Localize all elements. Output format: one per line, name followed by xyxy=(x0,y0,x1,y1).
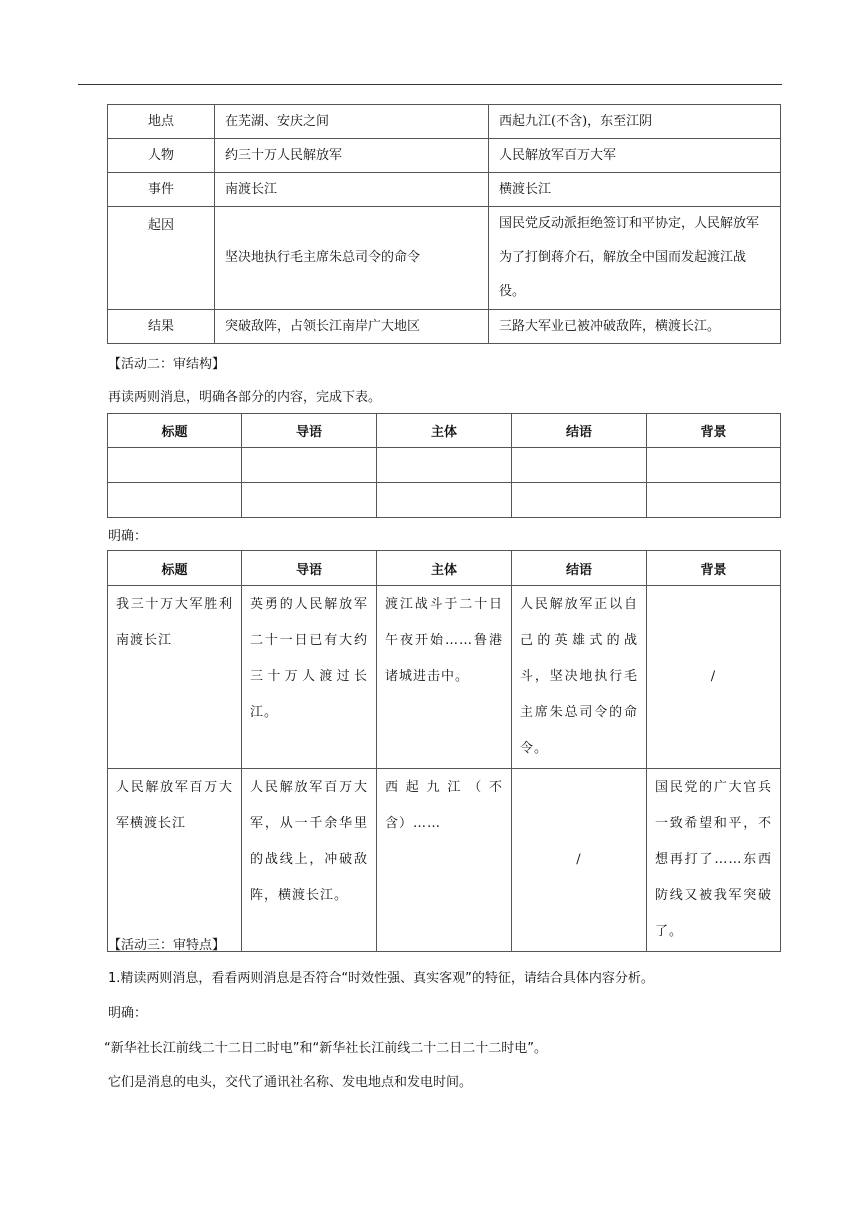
header-rule xyxy=(78,84,782,85)
table-row xyxy=(108,448,781,483)
cell-news1: 坚决地执行毛主席朱总司令的命令 xyxy=(215,207,489,310)
blank-cell[interactable] xyxy=(512,483,647,518)
header-body: 主体 xyxy=(377,414,512,448)
blank-cell[interactable] xyxy=(242,483,377,518)
blank-cell[interactable] xyxy=(512,448,647,483)
activity2-instruction: 再读两则消息，明确各部分的内容，完成下表。 xyxy=(108,390,382,405)
blank-cell[interactable] xyxy=(647,448,781,483)
cell-news2: 人民解放军百万大军 xyxy=(489,139,781,173)
table-header-row xyxy=(108,551,781,586)
answer-structure-table xyxy=(107,550,781,952)
clarify-label: 明确： xyxy=(108,1006,148,1021)
answer-line: “新华社长江前线二十二日二时电”和“新华社长江前线二十二日二十二时电”。 xyxy=(104,1041,547,1056)
cell-lead: 英勇的人民解放军二十一日已有大约三十万人渡过长江。 xyxy=(242,586,377,769)
blank-cell[interactable] xyxy=(377,448,512,483)
answer-line: 它们是消息的电头，交代了通讯社名称、发电地点和发电时间。 xyxy=(108,1075,473,1090)
blank-cell[interactable] xyxy=(108,448,242,483)
cell-news2: 三路大军业已被冲破敌阵，横渡长江。 xyxy=(489,310,781,344)
table-header-row xyxy=(108,414,781,448)
cell-news2: 西起九江(不含)，东至江阴 xyxy=(489,105,781,139)
row-label: 事件 xyxy=(108,173,215,207)
header-lead: 导语 xyxy=(242,414,377,448)
cell-title: 我三十万大军胜利南渡长江 xyxy=(108,586,242,769)
cell-lead: 人民解放军百万大军，从一千余华里的战线上，冲破敌阵，横渡长江。 xyxy=(242,769,377,952)
cell-news1: 在芜湖、安庆之间 xyxy=(215,105,489,139)
table-row xyxy=(108,207,781,310)
header-conclusion: 结语 xyxy=(512,414,647,448)
header-lead: 导语 xyxy=(242,551,377,586)
cell-news1: 突破敌阵，占领长江南岸广大地区 xyxy=(215,310,489,344)
row-label: 人物 xyxy=(108,139,215,173)
header-title: 标题 xyxy=(108,551,242,586)
table-row xyxy=(108,105,781,139)
row-label: 地点 xyxy=(108,105,215,139)
table-row xyxy=(108,483,781,518)
clarify-label: 明确： xyxy=(108,529,148,544)
cell-title: 人民解放军百万大军横渡长江 xyxy=(108,769,242,952)
header-background: 背景 xyxy=(647,414,781,448)
cell-news1: 约三十万人民解放军 xyxy=(215,139,489,173)
blank-cell[interactable] xyxy=(377,483,512,518)
cell-background: / xyxy=(647,586,781,769)
cell-body: 渡江战斗于二十日午夜开始……鲁港诸城进击中。 xyxy=(377,586,512,769)
header-body: 主体 xyxy=(377,551,512,586)
table-row xyxy=(108,139,781,173)
cell-conclusion: 人民解放军正以自己的英雄式的战斗，坚决地执行毛主席朱总司令的命令。 xyxy=(512,586,647,769)
cell-conclusion: / xyxy=(512,769,647,952)
table-row xyxy=(108,769,781,952)
blank-cell[interactable] xyxy=(647,483,781,518)
table-row xyxy=(108,586,781,769)
blank-structure-table xyxy=(107,413,781,518)
table-row xyxy=(108,310,781,344)
cell-news2: 横渡长江 xyxy=(489,173,781,207)
header-conclusion: 结语 xyxy=(512,551,647,586)
cell-news2: 国民党反动派拒绝签订和平协定，人民解放军为了打倒蒋介石，解放全中国而发起渡江战役。 xyxy=(489,207,781,310)
header-background: 背景 xyxy=(647,551,781,586)
cell-body: 西起九江（不含）…… xyxy=(377,769,512,952)
activity3-question: 1.精读两则消息，看看两则消息是否符合“时效性强、真实客观”的特征，请结合具体内容分析。 xyxy=(108,971,654,986)
header-title: 标题 xyxy=(108,414,242,448)
comparison-table xyxy=(107,104,781,344)
activity3-title: 【活动三：审特点】 xyxy=(108,938,226,953)
blank-cell[interactable] xyxy=(242,448,377,483)
activity2-title: 【活动二：审结构】 xyxy=(108,357,226,372)
blank-cell[interactable] xyxy=(108,483,242,518)
row-label: 起因 xyxy=(108,207,215,310)
row-label: 结果 xyxy=(108,310,215,344)
cell-background: 国民党的广大官兵一致希望和平，不想再打了……东西防线又被我军突破了。 xyxy=(647,769,781,952)
table-row xyxy=(108,173,781,207)
cell-news1: 南渡长江 xyxy=(215,173,489,207)
